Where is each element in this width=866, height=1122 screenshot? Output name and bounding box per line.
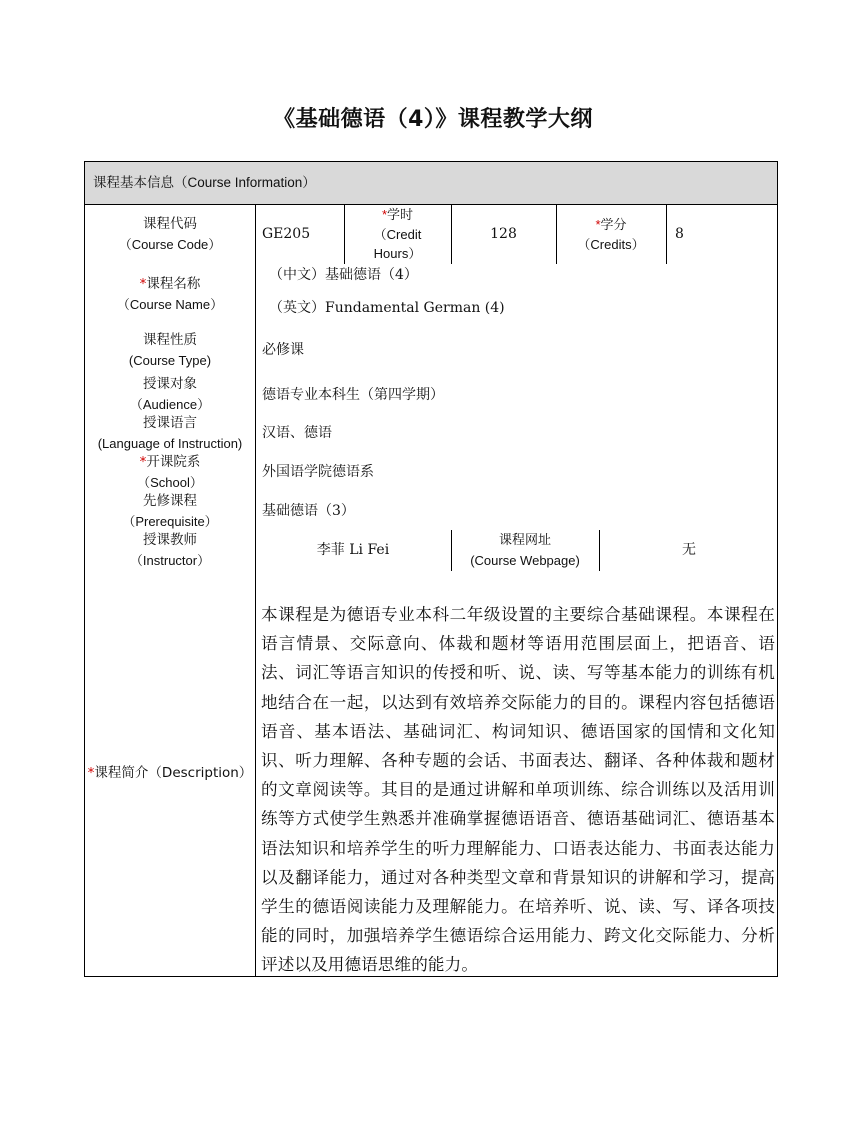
credits-label: *学分 （Credits）: [577, 217, 645, 252]
credit-hours-label: *学时 （Credit Hours）: [373, 207, 422, 261]
spacer: [85, 590, 255, 591]
credit-hours-value: 128: [490, 226, 517, 242]
credits-value: 8: [675, 226, 684, 242]
course-type-label: 课程性质 (Course Type): [128, 332, 212, 368]
webpage-value: 无: [682, 542, 696, 558]
course-info-table: [84, 161, 778, 977]
audience-label: 授课对象 （Audience）: [129, 376, 211, 412]
course-code-value: GE205: [262, 226, 311, 242]
course-name-cn: （中文）基础德语（4）: [269, 267, 418, 283]
audience-value: 德语专业本科生（第四学期）: [262, 387, 444, 403]
prerequisite-value: 基础德语（3）: [262, 503, 355, 519]
course-type-value: 必修课: [262, 342, 304, 358]
course-name-label: *课程名称 （Course Name）: [116, 276, 224, 312]
school-label: *开课院系 （School）: [137, 454, 203, 490]
course-code-label: 课程代码 （Course Code）: [118, 216, 222, 252]
section-header: 课程基本信息（Course Information）: [85, 162, 777, 205]
webpage-label: 课程网址 (Course Webpage): [470, 533, 580, 568]
document-title: 《基础德语（4）》课程教学大纲: [273, 107, 593, 132]
label-column-divider: [255, 205, 256, 977]
school-value: 外国语学院德语系: [262, 464, 374, 480]
row-divider: [666, 205, 667, 264]
description-text: 本课程是为德语专业本科二年级设置的主要综合基础课程。本课程在语言情景、交际意向、体裁和题材等语用范围层面上，把语音、语法、词汇等语言知识的传授和听、说、读、写等基本能力的训练有机地结合在一起，以达到有效培养交际能力的目的。课程内容包括德语语音、基本语法、基础词汇、构词知识、德语国家的国情和文化知识、听力理解、各种专题的会话、书面表达、翻译、各种体裁和题材的文章阅读等。其目的是通过讲解和单项训练、综合训练以及活用训练等方式使学生熟悉并准确掌握德语语音、德语基础词汇、德语基本语法知识和培养学生的听力理解能力、口语表达能力、书面表达能力以及翻译能力，通过对各种类型文章和背景知识的讲解和学习，提高学生的德语阅读能力及理解能力。在培养听、说、读、写、译各项技能的同时，加强培养学生德语综合运用能力、跨文化交际能力、分析评述以及用德语思维的能力。: [261, 605, 775, 975]
prerequisite-label: 先修课程 （Prerequisite）: [122, 493, 218, 529]
instructor-value: 李菲 Li Fei: [316, 542, 390, 558]
language-label: 授课语言 (Language of Instruction): [97, 415, 243, 451]
language-value: 汉语、德语: [262, 425, 332, 441]
description-label: *课程简介（Description）: [87, 765, 253, 781]
course-name-en: （英文）Fundamental German (4): [269, 300, 505, 316]
instructor-label: 授课教师 （Instructor）: [129, 532, 211, 568]
